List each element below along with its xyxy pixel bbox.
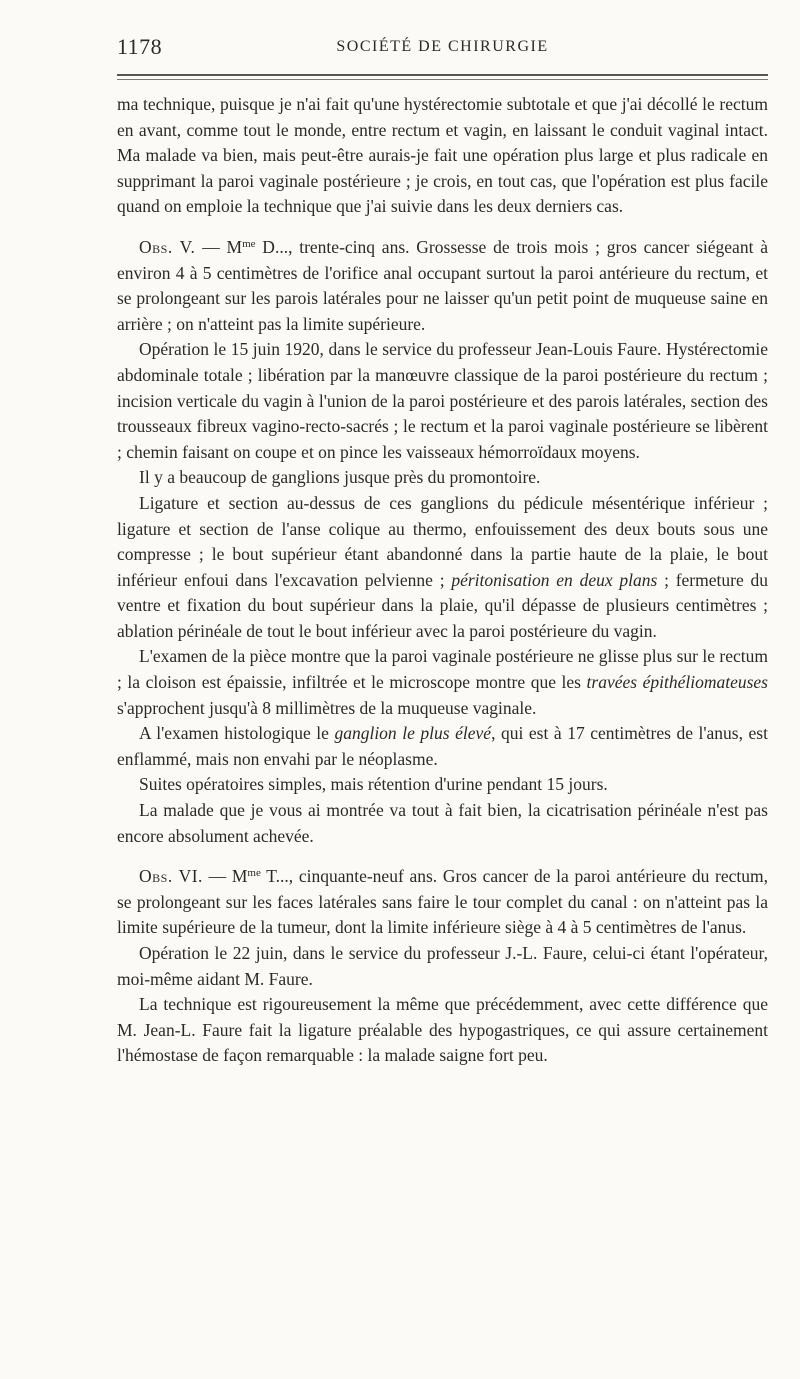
text-run: — M xyxy=(195,236,243,257)
text-run: T..., cinquante-neuf ans. Gros cancer de la paroi antérieure du rectum, se prolongeant sur les faces latérales sans faire le tour complet du canal : on n'atteint pas la limite supérieure de la tumeur, dont la limite inférieure siège à 4 à 5 centimètres de l'anus. xyxy=(117,866,768,938)
header-rule-thin xyxy=(117,79,768,80)
paragraph xyxy=(117,644,768,721)
page-header xyxy=(117,34,768,66)
italic-text: péritonisation en deux plans xyxy=(451,569,658,590)
text-run: , qui est à 17 centimètres de l'anus, est enflammé, mais non envahi par le néoplasme. xyxy=(117,723,768,769)
paragraph xyxy=(117,772,768,798)
paragraph xyxy=(117,861,768,941)
text-run: A l'examen histologique le xyxy=(139,723,335,744)
header-rule xyxy=(117,74,768,76)
paragraph xyxy=(117,798,768,849)
text-run: Opération le 22 juin, dans le service du professeur J.-L. Faure, celui-ci étant l'opérateur, moi-même aidant M. Faure. xyxy=(117,943,768,989)
text-run: La technique est rigoureusement la même que précédemment, avec cette différence que M. Jean-L. Faure fait la ligature préalable des hypogastriques, ce qui assure certainement l'hémostase de façon remarquable : la malade saigne fort peu. xyxy=(117,994,768,1066)
text-run: Ligature et section au-dessus de ces ganglions du pédicule mésentérique inférieur ; ligature et section de l'anse colique au thermo, enfouissement des deux bouts sous une compresse ; le bout supérieur étant abandonné dans la partie haute de la plaie, le bout inférieur enfoui dans l'excavation pelvienne ; xyxy=(117,492,768,590)
text-run: Suites opératoires simples, mais rétention d'urine pendant 15 jours. xyxy=(139,774,608,795)
paragraph xyxy=(117,491,768,645)
italic-text: ganglion le plus élevé xyxy=(334,723,492,744)
body-text xyxy=(117,92,768,1069)
text-run: L'examen de la pièce montre que la paroi vaginale postérieure ne glisse plus sur le rectum ; la cloison est épaissie, infiltrée et le microscope montre que les xyxy=(117,646,768,693)
text-run: La malade que je vous ai montrée va tout à fait bien, la cicatrisation périnéale n'est pas encore absolument achevée. xyxy=(117,800,768,846)
paragraph xyxy=(117,337,768,465)
paragraph xyxy=(117,721,768,772)
observation-label: Obs. VI. xyxy=(139,866,203,887)
running-head: SOCIÉTÉ DE CHIRURGIE xyxy=(336,38,549,55)
paragraph xyxy=(117,465,768,491)
paragraph xyxy=(117,941,768,992)
superscript: me xyxy=(247,867,261,880)
text-run: D..., trente-cinq ans. Grossesse de trois mois ; gros cancer siégeant à environ 4 à 5 centimètres de l'orifice anal occupant surtout la paroi antérieure du rectum, et se prolongeant sur les parois latérales pour ne laisser qu'un petit point de muqueuse saine en arrière ; on n'atteint pas la limite supérieure. xyxy=(117,236,768,334)
text-run: s'approchent jusqu'à 8 millimètres de la muqueuse vaginale. xyxy=(117,697,537,718)
text-run: — M xyxy=(202,866,248,887)
page-number: 1178 xyxy=(117,34,163,59)
superscript: me xyxy=(242,237,256,250)
italic-text: travées épithéliomateuses xyxy=(586,672,768,693)
paragraph xyxy=(117,992,768,1069)
paragraph xyxy=(117,232,768,337)
observation-label: Obs. V. xyxy=(139,236,196,257)
text-run: ma technique, puisque je n'ai fait qu'une hystérectomie subtotale et que j'ai décollé le rectum en avant, comme tout le monde, entre rectum et vagin, en laissant le conduit vaginal intact. Ma malade va bien, mais peut-être aurais-je fait une opération plus large et plus radicale en supprimant la paroi vaginale postérieure ; je crois, en tout cas, que l'opération est plus facile quand on emploie la technique que j'ai suivie dans les deux derniers cas. xyxy=(117,94,768,217)
text-run: ; fermeture du ventre et fixation du bout supérieur dans la plaie, qu'il dépasse de plusieurs centimètres ; ablation périnéale de tout le bout inférieur avec la paroi postérieure du vagin. xyxy=(117,569,768,641)
text-run: Opération le 15 juin 1920, dans le service du professeur Jean-Louis Faure. Hystérectomie abdominale totale ; libération par la manœuvre classique de la paroi postérieure du rectum ; incision verticale du vagin à l'union de la paroi postérieure et des parois latérales, section des trousseaux fibreux vagino-recto-sacrés ; le rectum et la paroi vaginale postérieure se libèrent ; chemin faisant on coupe et on pince les vaisseaux hémorroïdaux moyens. xyxy=(117,339,768,462)
text-run: Il y a beaucoup de ganglions jusque près du promontoire. xyxy=(139,467,541,488)
paragraph xyxy=(117,92,768,220)
